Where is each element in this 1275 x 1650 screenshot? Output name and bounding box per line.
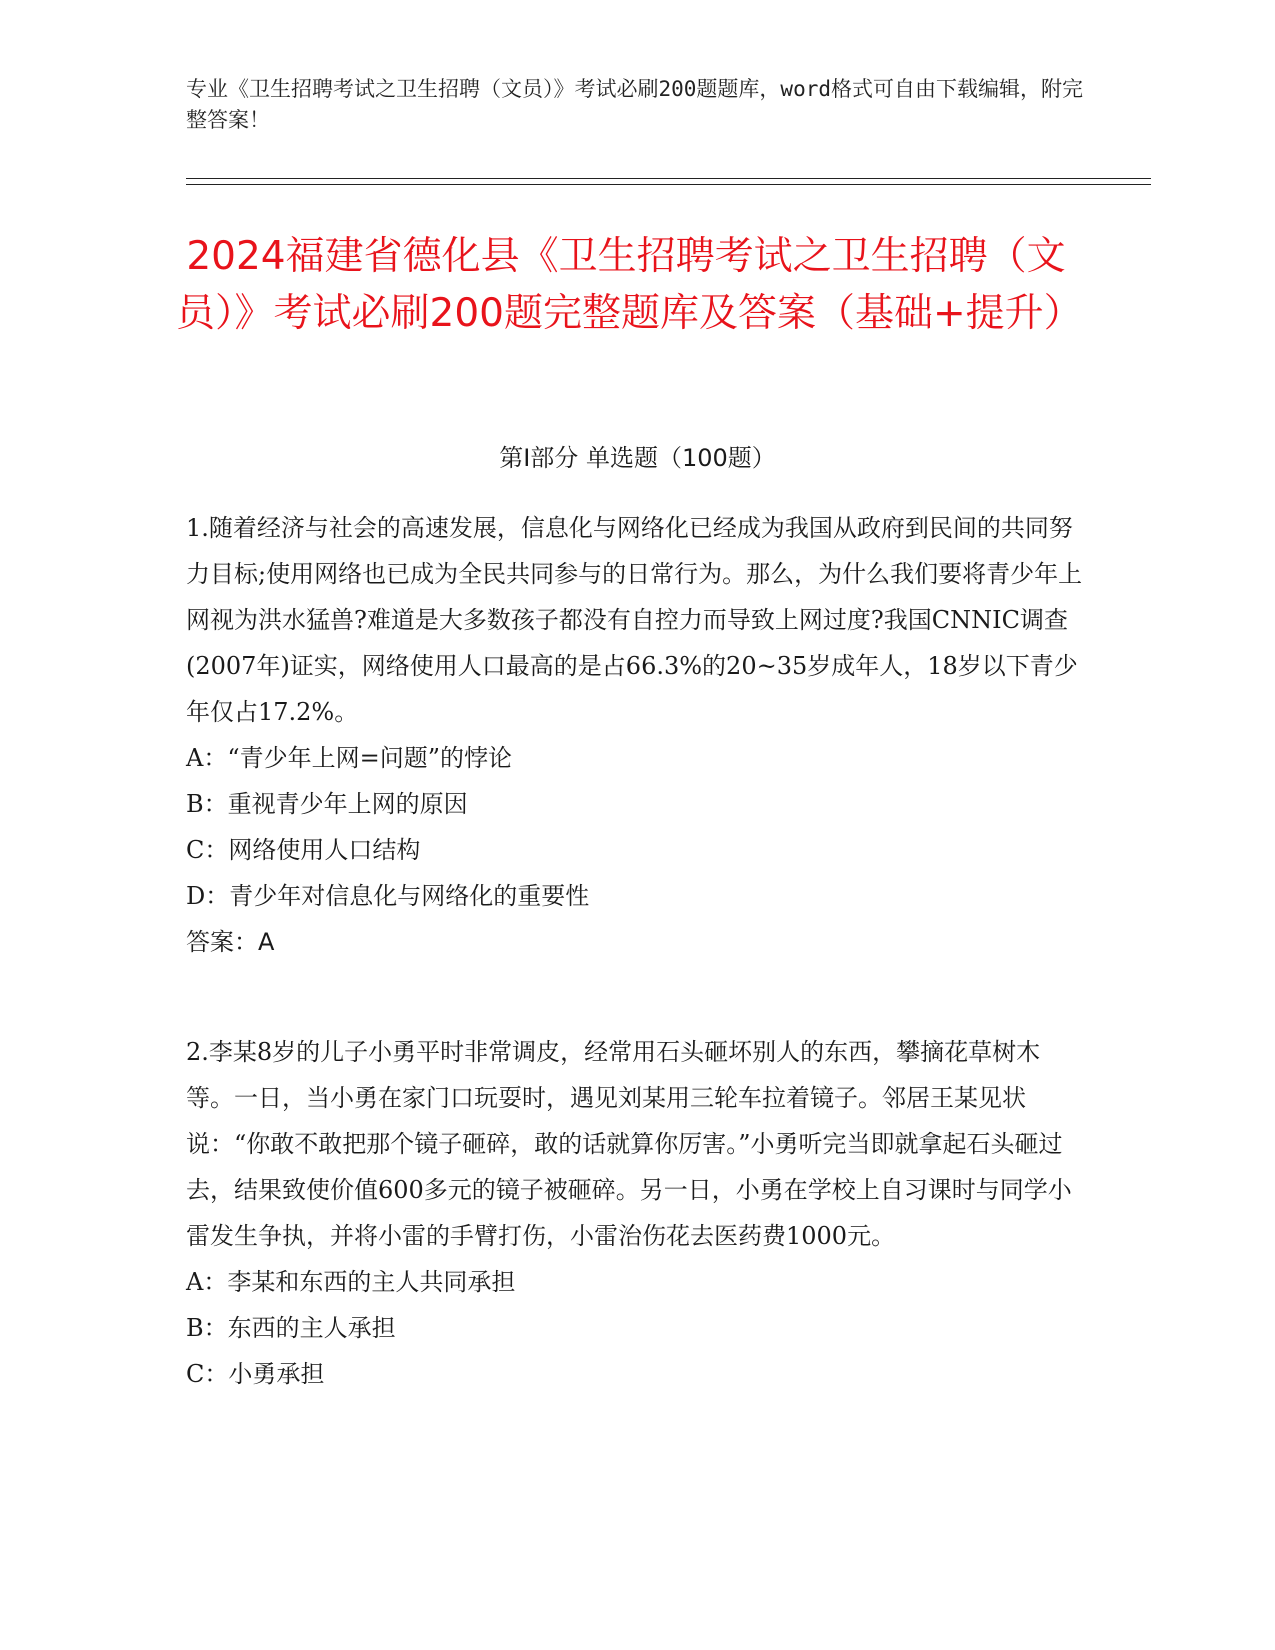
answer-line: 答案：A [186,928,275,956]
section-title: 第Ⅰ部分 单选题（100题） [499,444,776,472]
option-c: C：小勇承担 [186,1360,325,1388]
document-title: 2024福建省德化县《卫生招聘考试之卫生招聘（文员）》考试必刷200题完整题库及答案（基础+提升） [176,234,1083,336]
header-divider [186,178,1151,185]
question-stem: 1.随着经济与社会的高速发展，信息化与网络化已经成为我国从政府到民间的共同努力目标;使用网络也已成为全民共同参与的日常行为。那么，为什么我们要将青少年上网视为洪水猛兽?难道是大多数孩子都没有自控力而导致上网过度?我国CNNIC调查(2007年)证实，网络使用人口最高的是占66.3%的20~35岁成年人，18岁以下青少年仅占17.2%。 [186,514,1083,726]
option-b: B：重视青少年上网的原因 [186,790,468,818]
question-1 [186,505,1086,965]
question-2 [186,1029,1086,1397]
header-note: 专业《卫生招聘考试之卫生招聘（文员）》考试必刷200题题库，word格式可自由下载编辑，附完整答案！ [186,77,1083,132]
option-d: D：青少年对信息化与网络化的重要性 [186,882,590,910]
question-stem: 2.李某8岁的儿子小勇平时非常调皮，经常用石头砸坏别人的东西，攀摘花草树木等。一日，当小勇在家门口玩耍时，遇见刘某用三轮车拉着镜子。邻居王某见状说：“你敢不敢把那个镜子砸碎，敢的话就算你厉害。”小勇听完当即就拿起石头砸过去，结果致使价值600多元的镜子被砸碎。另一日，小勇在学校上自习课时与同学小雷发生争执，并将小雷的手臂打伤，小雷治伤花去医药费1000元。 [186,1038,1072,1250]
option-a: A：“青少年上网=问题”的悖论 [186,744,512,772]
option-b: B：东西的主人承担 [186,1314,396,1342]
option-c: C：网络使用人口结构 [186,836,421,864]
option-a: A：李某和东西的主人共同承担 [186,1268,516,1296]
